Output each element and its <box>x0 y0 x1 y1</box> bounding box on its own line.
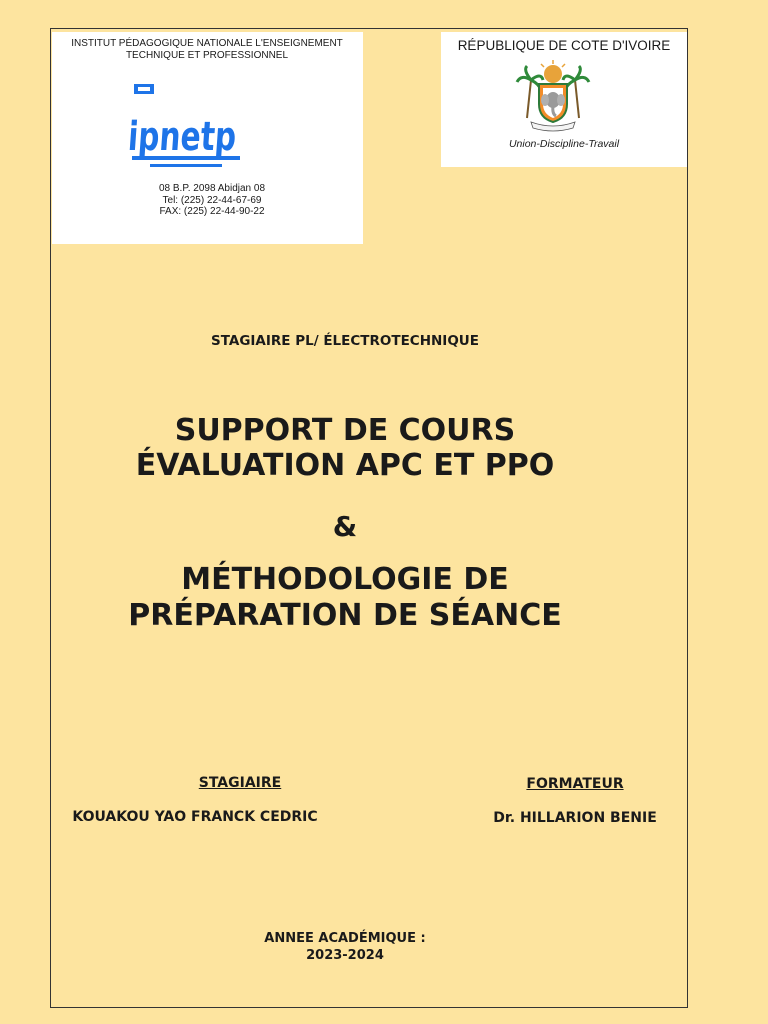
institute-contact <box>112 183 312 218</box>
formateur-heading: FORMATEUR <box>526 776 624 792</box>
coat-of-arms-emblem-icon <box>513 58 593 136</box>
main-title-part1 <box>55 413 635 483</box>
stagiaire-name: KOUAKOU YAO FRANCK CEDRIC <box>72 809 318 825</box>
svg-text:ipnetp: ipnetp <box>126 114 276 160</box>
main-title-line2: ÉVALUATION APC ET PPO <box>135 448 555 483</box>
republic-motto: Union-Discipline-Travail <box>508 138 620 150</box>
republic-header-box <box>441 32 687 167</box>
academic-year-value: 2023-2024 <box>306 948 384 963</box>
main-title-line1: SUPPORT DE COURS <box>174 413 516 448</box>
title-ampersand: & <box>332 510 358 543</box>
academic-year-label: ANNEE ACADÉMIQUE : <box>264 931 426 946</box>
institute-address: 08 B.P. 2098 Abidjan 08 <box>158 183 266 194</box>
main-title-part2 <box>55 562 635 634</box>
republic-title: RÉPUBLIQUE DE COTE D'IVOIRE <box>457 38 671 53</box>
stagiaire-heading: STAGIAIRE <box>198 775 282 791</box>
program-subtitle: STAGIAIRE PL/ ÉLECTROTECHNIQUE <box>210 333 479 349</box>
institute-tel: Tel: (225) 22-44-67-69 <box>162 194 262 206</box>
institute-name-line2: TECHNIQUE ET PROFESSIONNEL <box>125 49 289 61</box>
formateur-name: Dr. HILLARION BENIE <box>493 810 657 826</box>
institute-fax: FAX: (225) 22-44-90-22 <box>159 206 265 217</box>
ipnetp-logo-icon <box>126 82 276 176</box>
institute-name <box>62 38 352 61</box>
main-title-line3: MÉTHODOLOGIE DE <box>181 562 509 597</box>
main-title-line4: PRÉPARATION DE SÉANCE <box>128 598 562 633</box>
institute-name-line1: INSTITUT PÉDAGOGIQUE NATIONALE L'ENSEIGNEMENT <box>71 38 343 49</box>
institute-header-box <box>52 32 363 244</box>
